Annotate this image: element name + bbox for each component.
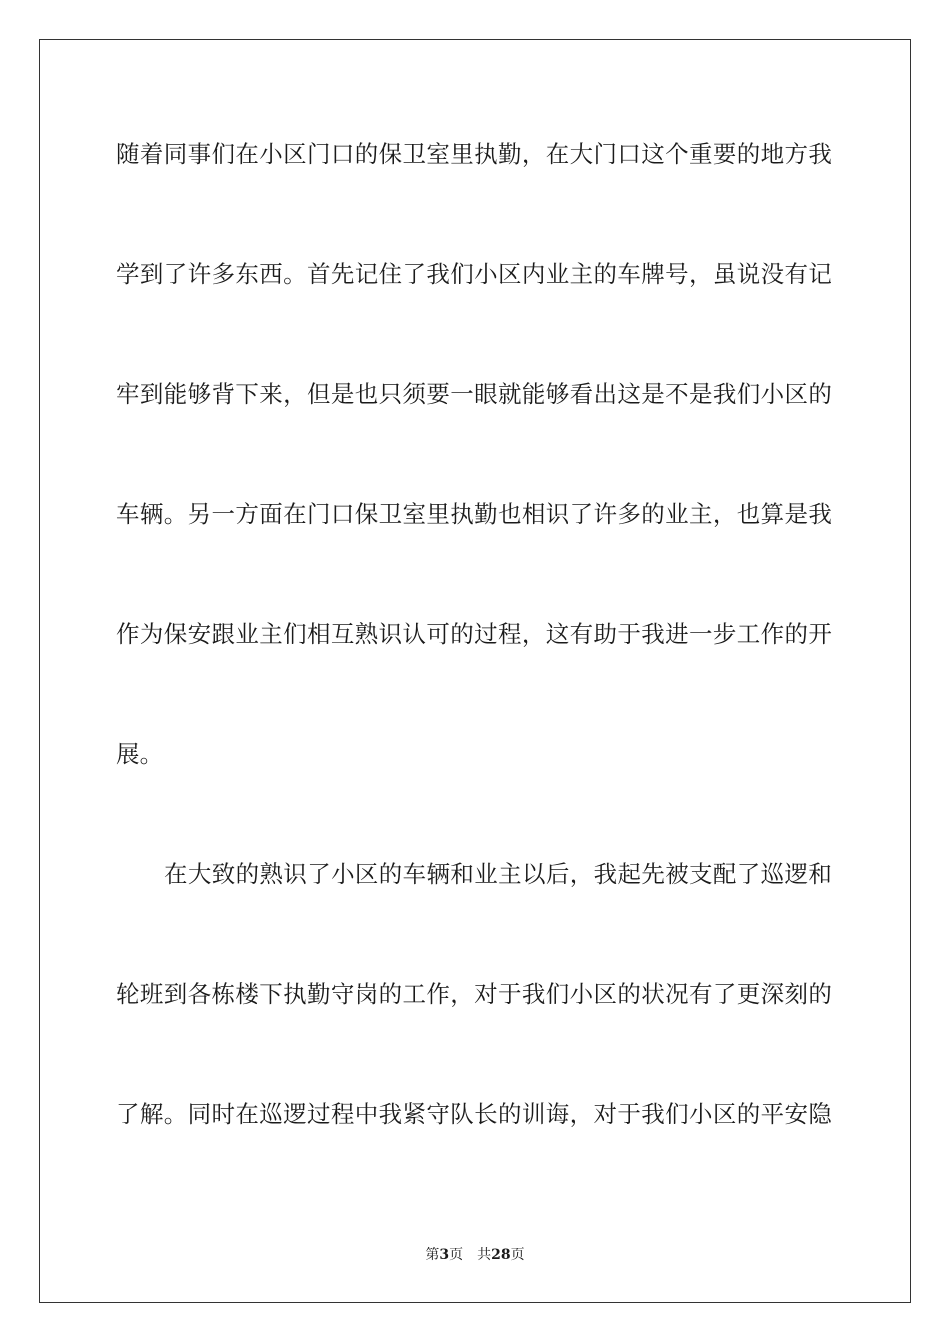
text-line-3: 牢到能够背下来，但是也只须要一眼就能够看出这是不是我们小区的 xyxy=(116,380,832,408)
text-line-9: 了解。同时在巡逻过程中我紧守队长的训诲，对于我们小区的平安隐 xyxy=(116,1100,832,1128)
text-line-8: 轮班到各栋楼下执勤守岗的工作，对于我们小区的状况有了更深刻的 xyxy=(116,980,832,1008)
footer-total-suffix: 页 xyxy=(510,1247,525,1263)
text-line-1: 随着同事们在小区门口的保卫室里执勤，在大门口这个重要的地方我 xyxy=(116,140,832,168)
text-line-6: 展。 xyxy=(116,740,164,768)
footer-page-prefix: 第 xyxy=(425,1247,440,1263)
text-line-5: 作为保安跟业主们相互熟识认可的过程，这有助于我进一步工作的开 xyxy=(116,620,832,648)
footer-total-pages: 28 xyxy=(491,1247,511,1263)
footer-page-number: 3 xyxy=(439,1247,450,1263)
text-line-4: 车辆。另一方面在门口保卫室里执勤也相识了许多的业主，也算是我 xyxy=(116,500,832,528)
page-footer xyxy=(0,1246,950,1264)
footer-page-suffix: 页 xyxy=(449,1247,464,1263)
footer-total-prefix: 共 xyxy=(477,1247,492,1263)
text-line-7-paragraph-start: 在大致的熟识了小区的车辆和业主以后，我起先被支配了巡逻和 xyxy=(164,860,832,888)
text-line-2: 学到了许多东西。首先记住了我们小区内业主的车牌号，虽说没有记 xyxy=(116,260,832,288)
